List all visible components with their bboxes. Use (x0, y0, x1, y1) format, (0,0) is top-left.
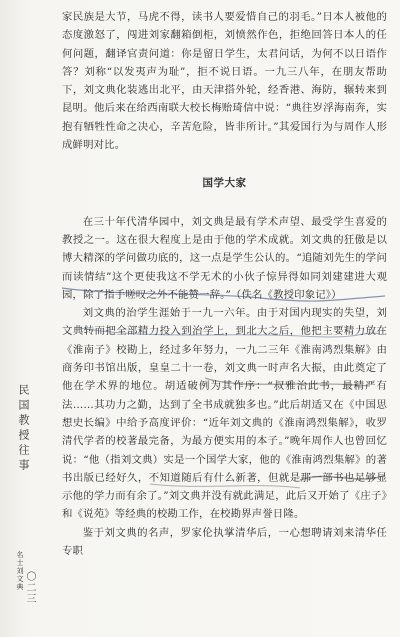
paragraph-2: 在三十年代清华园中，刘文典是最有学术声望、最受学生喜爱的教授之一。这在很大程度上是由于他的学术成就。刘文典的狂傲是以博大精深的学问做功底的，这一点是学生公认的。“追随刘先生的学问而读情结”这个更使我这不学无术的小伙子惊异得如同刘建建进大观园，除了指手嗟叹之外不能赞一辞。”（佚名《教授印象记》） (62, 215, 387, 301)
chapter-title-vertical: 名士刘文典 (16, 551, 24, 591)
section-heading: 国学大家 (202, 177, 247, 190)
book-title-vertical: 民国教授往事 (17, 384, 30, 474)
paragraph-1: 家民族是大节，马虎不得，读书人要爱惜自己的羽毛。”日本人被他的态度激怒了，闯进刘家翻箱倒柜，刘愤然作色，拒绝回答日本人的任何问题，翻译官责问道：你是留日学生，太君问话，为何不以日语作答？刘称“以发夷声为耻”，拒不说日语。一九三八年，在朋友帮助下，刘文典化装逃出北平，由天津搭外轮，经香港、海防，辗转来到昆明。他后来在给西南联大校长梅贻琦信中说：“典往岁浮海南奔，实抱有牺牲性命之决心，辛苦危险，皆非所计。”其爱国行为与周作人形成鲜明对比。 (62, 11, 387, 152)
page-body (62, 8, 387, 560)
page-number: 〇二三 (24, 571, 35, 604)
paragraph-4: 鉴于刘文典的名声，罗家伦执掌清华后，一心想聘请刘来清华任专职 (62, 526, 387, 558)
paragraph-3: 刘文典的治学生涯始于一九一六年。由于对国内现实的失望，刘文典转而把全部精力投入到治学上，到北大之后，他把主要精力放在《淮南子》校勘上，经过多年努力，一九二三年《淮南鸿烈集解》由商务印书馆出版，皇皇二十一卷，刘文典一时声名大振，由此奠定了他在学术界的地位。胡适破例为其作序：“叔雅治此书，最精严有法……其功力之勤，达到了全书成就独多也。”此后胡适又在《中国思想史长编》中给予高度评价：“近年刘文典的《淮南鸿烈集解》，收罗清代学者的校著最完备，为最方便实用的本子。”晚年周作人也曾回忆说：“他（指刘文典）实是一个国学大家，他的《淮南鸿烈集解》的著书出版已经好久，不知道随后有什么新著，但就是那一部书也足够显示他的学力而有余了。”刘文典并没有就此满足，此后又开始了《庄子》和《说苑》等经典的校勘工作，在校勘界声誉日隆。 (62, 307, 387, 521)
